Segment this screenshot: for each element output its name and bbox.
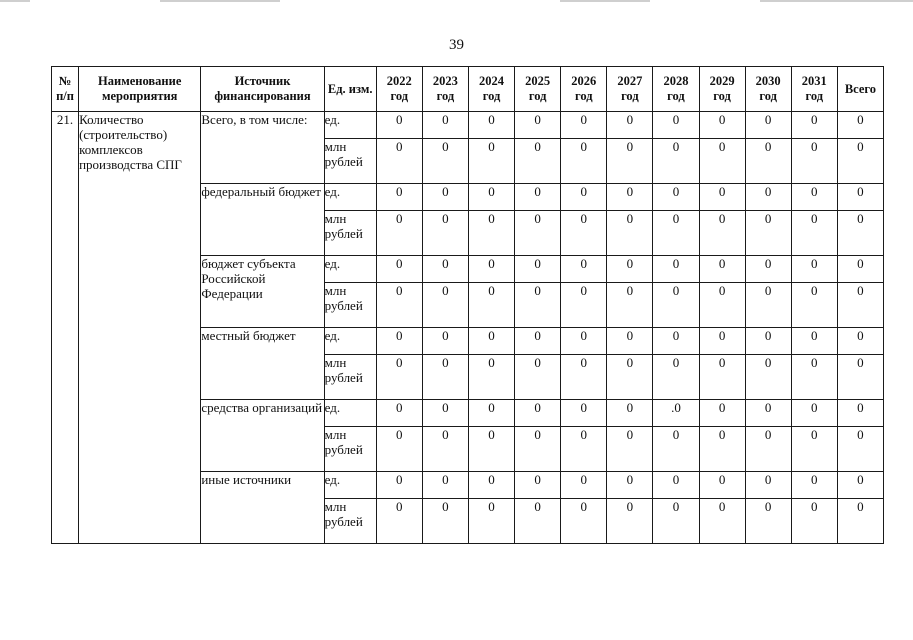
year-value-cell: 0 bbox=[607, 328, 653, 355]
year-value-cell: 0 bbox=[607, 139, 653, 184]
year-value-cell: 0 bbox=[745, 184, 791, 211]
year-value-cell: 0 bbox=[468, 400, 514, 427]
year-value-cell: 0 bbox=[699, 112, 745, 139]
year-value-cell: 0 bbox=[376, 211, 422, 256]
year-value-cell: 0 bbox=[745, 400, 791, 427]
year-value-cell: 0 bbox=[515, 184, 561, 211]
year-value-cell: 0 bbox=[791, 211, 837, 256]
total-cell: 0 bbox=[837, 499, 883, 544]
year-value-cell: 0 bbox=[607, 256, 653, 283]
unit-cell: ед. bbox=[324, 112, 376, 139]
total-cell: 0 bbox=[837, 427, 883, 472]
year-value-cell: 0 bbox=[791, 184, 837, 211]
year-value-cell: 0 bbox=[468, 499, 514, 544]
header-cell: Всего bbox=[837, 67, 883, 112]
year-value-cell: 0 bbox=[376, 328, 422, 355]
year-value-cell: 0 bbox=[468, 112, 514, 139]
year-value-cell: 0 bbox=[468, 256, 514, 283]
page-number: 39 bbox=[449, 37, 464, 53]
row-number: 21. bbox=[52, 112, 79, 544]
year-value-cell: 0 bbox=[515, 211, 561, 256]
year-value-cell: 0 bbox=[791, 283, 837, 328]
header-cell: Ед. изм. bbox=[324, 67, 376, 112]
header-cell: 2025 год bbox=[515, 67, 561, 112]
scan-edge-line bbox=[560, 0, 650, 2]
header-cell: 2024 год bbox=[468, 67, 514, 112]
year-value-cell: 0 bbox=[468, 283, 514, 328]
header-cell: 2023 год bbox=[422, 67, 468, 112]
year-value-cell: 0 bbox=[607, 472, 653, 499]
year-value-cell: 0 bbox=[422, 400, 468, 427]
year-value-cell: 0 bbox=[376, 472, 422, 499]
year-value-cell: 0 bbox=[791, 355, 837, 400]
year-value-cell: 0 bbox=[515, 355, 561, 400]
year-value-cell: 0 bbox=[607, 355, 653, 400]
funding-source: Всего, в том числе: bbox=[201, 112, 324, 184]
year-value-cell: 0 bbox=[791, 400, 837, 427]
unit-cell: млн рублей bbox=[324, 283, 376, 328]
header-cell: 2031 год bbox=[791, 67, 837, 112]
header-cell: № п/п bbox=[52, 67, 79, 112]
year-value-cell: 0 bbox=[561, 427, 607, 472]
year-value-cell: 0 bbox=[468, 472, 514, 499]
year-value-cell: 0 bbox=[561, 328, 607, 355]
year-value-cell: 0 bbox=[607, 499, 653, 544]
year-value-cell: 0 bbox=[515, 472, 561, 499]
unit-cell: ед. bbox=[324, 184, 376, 211]
funding-source: местный бюджет bbox=[201, 328, 324, 400]
year-value-cell: 0 bbox=[422, 283, 468, 328]
year-value-cell: 0 bbox=[376, 139, 422, 184]
year-value-cell: 0 bbox=[468, 184, 514, 211]
year-value-cell: 0 bbox=[699, 139, 745, 184]
year-value-cell: 0 bbox=[653, 328, 699, 355]
header-cell: 2029 год bbox=[699, 67, 745, 112]
year-value-cell: 0 bbox=[468, 139, 514, 184]
year-value-cell: 0 bbox=[376, 112, 422, 139]
measure-name: Количество (строительство) комплексов производства СПГ bbox=[79, 112, 201, 544]
year-value-cell: 0 bbox=[699, 400, 745, 427]
header-cell: 2026 год bbox=[561, 67, 607, 112]
year-value-cell: 0 bbox=[653, 139, 699, 184]
year-value-cell: 0 bbox=[422, 184, 468, 211]
year-value-cell: 0 bbox=[653, 211, 699, 256]
year-value-cell: 0 bbox=[561, 355, 607, 400]
year-value-cell: 0 bbox=[422, 328, 468, 355]
year-value-cell: 0 bbox=[653, 472, 699, 499]
year-value-cell: 0 bbox=[699, 184, 745, 211]
year-value-cell: 0 bbox=[653, 184, 699, 211]
year-value-cell: 0 bbox=[376, 400, 422, 427]
year-value-cell: 0 bbox=[653, 427, 699, 472]
unit-cell: ед. bbox=[324, 400, 376, 427]
year-value-cell: 0 bbox=[607, 211, 653, 256]
table-row bbox=[52, 112, 884, 139]
total-cell: 0 bbox=[837, 184, 883, 211]
scan-edge-line bbox=[0, 0, 30, 2]
year-value-cell: 0 bbox=[515, 328, 561, 355]
year-value-cell: 0 bbox=[515, 256, 561, 283]
year-value-cell: 0 bbox=[791, 427, 837, 472]
year-value-cell: 0 bbox=[515, 499, 561, 544]
header-cell: 2027 год bbox=[607, 67, 653, 112]
header-cell: Наименование мероприятия bbox=[79, 67, 201, 112]
total-cell: 0 bbox=[837, 472, 883, 499]
year-value-cell: 0 bbox=[468, 328, 514, 355]
year-value-cell: 0 bbox=[376, 499, 422, 544]
year-value-cell: 0 bbox=[376, 427, 422, 472]
year-value-cell: 0 bbox=[422, 112, 468, 139]
unit-cell: млн рублей bbox=[324, 427, 376, 472]
year-value-cell: 0 bbox=[515, 112, 561, 139]
year-value-cell: 0 bbox=[607, 400, 653, 427]
year-value-cell: 0 bbox=[791, 499, 837, 544]
year-value-cell: 0 bbox=[745, 256, 791, 283]
year-value-cell: 0 bbox=[422, 355, 468, 400]
year-value-cell: 0 bbox=[653, 112, 699, 139]
year-value-cell: 0 bbox=[699, 283, 745, 328]
year-value-cell: 0 bbox=[745, 112, 791, 139]
year-value-cell: 0 bbox=[745, 283, 791, 328]
year-value-cell: 0 bbox=[561, 211, 607, 256]
year-value-cell: 0 bbox=[791, 256, 837, 283]
unit-cell: млн рублей bbox=[324, 211, 376, 256]
unit-cell: ед. bbox=[324, 256, 376, 283]
funding-source: бюджет субъекта Российской Федерации bbox=[201, 256, 324, 328]
year-value-cell: 0 bbox=[561, 256, 607, 283]
total-cell: 0 bbox=[837, 139, 883, 184]
header-row bbox=[52, 67, 884, 112]
year-value-cell: 0 bbox=[699, 211, 745, 256]
year-value-cell: 0 bbox=[515, 427, 561, 472]
year-value-cell: 0 bbox=[422, 256, 468, 283]
total-cell: 0 bbox=[837, 112, 883, 139]
year-value-cell: 0 bbox=[791, 472, 837, 499]
total-cell: 0 bbox=[837, 400, 883, 427]
year-value-cell: 0 bbox=[791, 328, 837, 355]
year-value-cell: 0 bbox=[699, 427, 745, 472]
year-value-cell: 0 bbox=[422, 211, 468, 256]
unit-cell: ед. bbox=[324, 328, 376, 355]
year-value-cell: 0 bbox=[468, 211, 514, 256]
unit-cell: млн рублей bbox=[324, 355, 376, 400]
year-value-cell: 0 bbox=[515, 283, 561, 328]
unit-cell: ед. bbox=[324, 472, 376, 499]
year-value-cell: 0 bbox=[653, 283, 699, 328]
header-cell: 2030 год bbox=[745, 67, 791, 112]
total-cell: 0 bbox=[837, 256, 883, 283]
year-value-cell: 0 bbox=[561, 499, 607, 544]
header-cell: 2022 год bbox=[376, 67, 422, 112]
year-value-cell: .0 bbox=[653, 400, 699, 427]
year-value-cell: 0 bbox=[745, 139, 791, 184]
year-value-cell: 0 bbox=[561, 472, 607, 499]
year-value-cell: 0 bbox=[607, 427, 653, 472]
year-value-cell: 0 bbox=[376, 184, 422, 211]
year-value-cell: 0 bbox=[607, 283, 653, 328]
measures-table bbox=[51, 66, 884, 544]
year-value-cell: 0 bbox=[422, 427, 468, 472]
year-value-cell: 0 bbox=[745, 427, 791, 472]
scan-edge-line bbox=[160, 0, 280, 2]
year-value-cell: 0 bbox=[745, 211, 791, 256]
year-value-cell: 0 bbox=[468, 427, 514, 472]
funding-source: средства организаций bbox=[201, 400, 324, 472]
funding-source: федеральный бюджет bbox=[201, 184, 324, 256]
year-value-cell: 0 bbox=[561, 283, 607, 328]
header-cell: 2028 год bbox=[653, 67, 699, 112]
year-value-cell: 0 bbox=[561, 400, 607, 427]
unit-cell: млн рублей bbox=[324, 499, 376, 544]
header-cell: Источник финансирования bbox=[201, 67, 324, 112]
year-value-cell: 0 bbox=[468, 355, 514, 400]
year-value-cell: 0 bbox=[422, 472, 468, 499]
year-value-cell: 0 bbox=[791, 139, 837, 184]
year-value-cell: 0 bbox=[653, 355, 699, 400]
year-value-cell: 0 bbox=[422, 499, 468, 544]
year-value-cell: 0 bbox=[745, 355, 791, 400]
year-value-cell: 0 bbox=[376, 256, 422, 283]
year-value-cell: 0 bbox=[699, 328, 745, 355]
year-value-cell: 0 bbox=[422, 139, 468, 184]
scan-edge-line bbox=[760, 0, 913, 2]
year-value-cell: 0 bbox=[561, 139, 607, 184]
year-value-cell: 0 bbox=[699, 499, 745, 544]
year-value-cell: 0 bbox=[607, 112, 653, 139]
year-value-cell: 0 bbox=[745, 328, 791, 355]
year-value-cell: 0 bbox=[653, 256, 699, 283]
year-value-cell: 0 bbox=[791, 112, 837, 139]
unit-cell: млн рублей bbox=[324, 139, 376, 184]
total-cell: 0 bbox=[837, 211, 883, 256]
year-value-cell: 0 bbox=[561, 184, 607, 211]
year-value-cell: 0 bbox=[515, 139, 561, 184]
year-value-cell: 0 bbox=[745, 499, 791, 544]
total-cell: 0 bbox=[837, 283, 883, 328]
year-value-cell: 0 bbox=[745, 472, 791, 499]
year-value-cell: 0 bbox=[607, 184, 653, 211]
year-value-cell: 0 bbox=[699, 256, 745, 283]
year-value-cell: 0 bbox=[515, 400, 561, 427]
year-value-cell: 0 bbox=[376, 283, 422, 328]
funding-source: иные источники bbox=[201, 472, 324, 544]
year-value-cell: 0 bbox=[699, 355, 745, 400]
year-value-cell: 0 bbox=[653, 499, 699, 544]
total-cell: 0 bbox=[837, 355, 883, 400]
total-cell: 0 bbox=[837, 328, 883, 355]
year-value-cell: 0 bbox=[699, 472, 745, 499]
year-value-cell: 0 bbox=[561, 112, 607, 139]
year-value-cell: 0 bbox=[376, 355, 422, 400]
